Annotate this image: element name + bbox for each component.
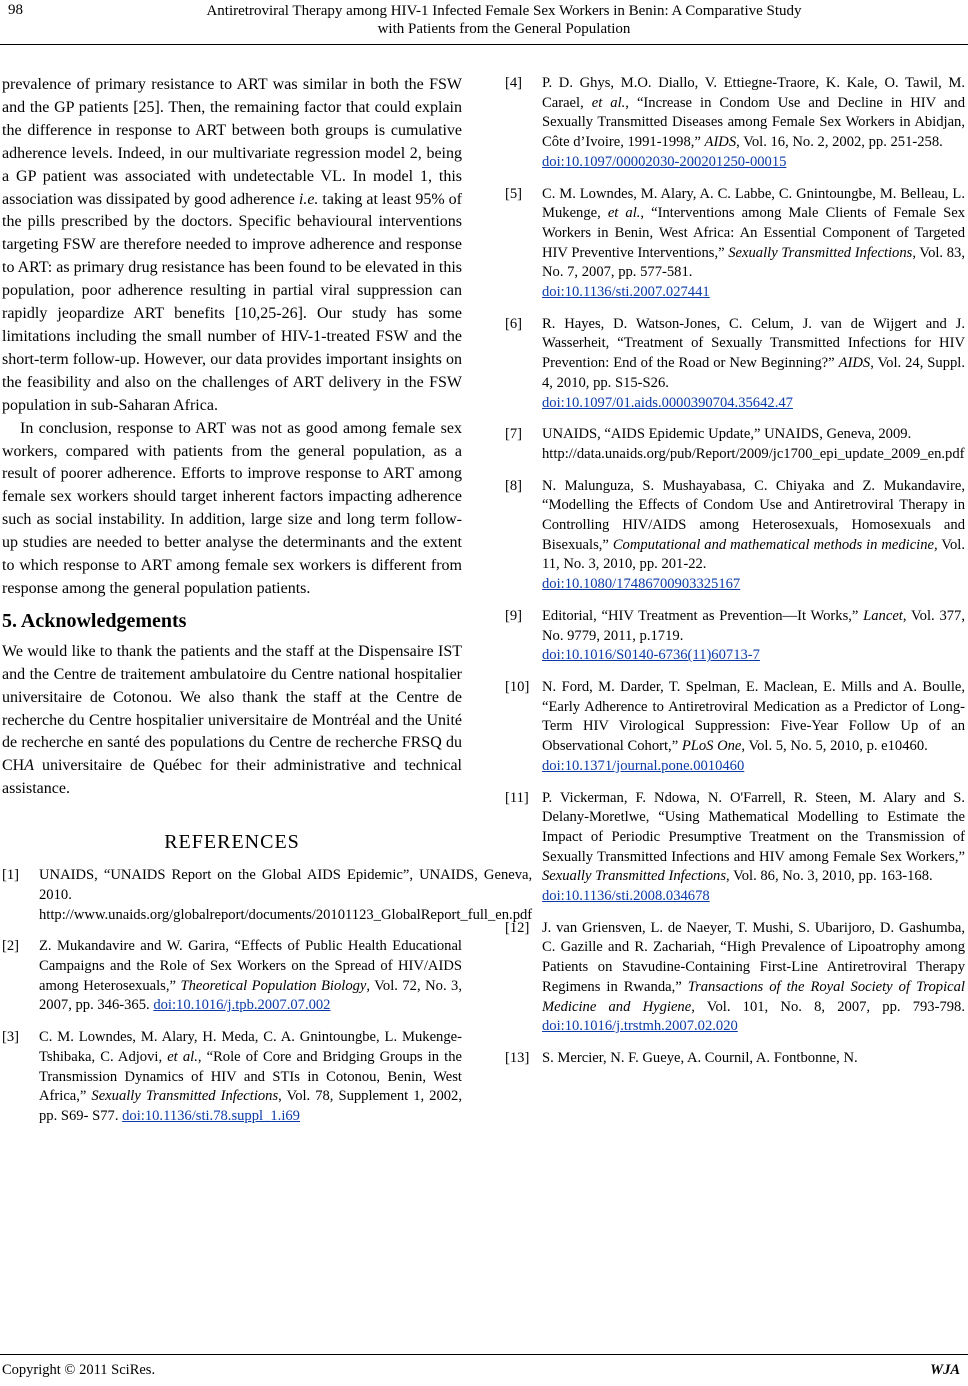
- page-number: 98: [8, 2, 23, 18]
- doi-link[interactable]: doi:10.1136/sti.2008.034678: [542, 888, 710, 905]
- reference-item: [11] P. Vickerman, F. Ndowa, N. O'Farrell, R. Steen, M. Alary and S. Delany-Moretlwe, “Using Mathematical Modelling to Estimate the Impact of Periodic Presumptive Treatment on the Transmission of Sexually Transmitted Infections and HIV among Female Sex Workers,” Sexually Transmitted Infections, Vol. 86, No. 3, 2010, pp. 163-168. doi:10.1136/sti.2008.034678: [505, 789, 965, 907]
- page-header: [0, 0, 968, 46]
- doi-link[interactable]: doi:10.1136/sti.78.suppl_1.i69: [122, 1107, 300, 1124]
- reference-item: [13] S. Mercier, N. F. Gueye, A. Cournil, A. Fontbonne, N.: [505, 1049, 858, 1066]
- acknowledgements-heading: 5. Acknowledgements: [2, 609, 187, 632]
- doi-link[interactable]: doi:10.1097/00002030-200201250-00015: [542, 153, 787, 170]
- reference-item: [1] UNAIDS, “UNAIDS Report on the Global AIDS Epidemic”, UNAIDS, Geneva, 2010. http://www.unaids.org/globalreport/documents/20101123_GlobalReport_full_en.pdf: [2, 866, 462, 925]
- doi-link[interactable]: doi:10.1016/j.trstmh.2007.02.020: [542, 1018, 738, 1035]
- reference-url: http://data.unaids.org/pub/Report/2009/jc1700_epi_update_2009_en.pdf: [542, 445, 965, 462]
- running-title-line2: with Patients from the General Population: [377, 21, 631, 37]
- doi-link[interactable]: doi:10.1080/17486700903325167: [542, 576, 741, 593]
- references-heading: REFERENCES: [164, 831, 300, 854]
- journal-abbreviation: WJA: [930, 1362, 960, 1378]
- page-footer: [0, 1352, 968, 1382]
- reference-item: [3] C. M. Lowndes, M. Alary, H. Meda, C. A. Gnintoungbe, L. Mukenge-Tshibaka, C. Adjovi, et al., “Role of Core and Bridging Groups in the Transmission Dynamics of HIV and STIs in Cotonou, Benin, West Africa,” Sexually Transmitted Infections, Vol. 78, Supplement 1, 2002, pp. S69- S77. doi:10.1136/sti.78.suppl_1.i69: [2, 1029, 462, 1124]
- running-title-line1: Antiretroviral Therapy among HIV-1 Infected Female Sex Workers in Benin: A Comparative Study: [206, 3, 802, 19]
- doi-link[interactable]: doi:10.1371/journal.pone.0010460: [542, 757, 745, 774]
- body-paragraph: prevalence of primary resistance to ART was similar in both the FSW and the GP patients [25]. Then, the remaining factor that could explain the difference in response to ART between both groups is cumulative adherence levels. Indeed, in our multivariate regression model 2, being a GP patient was associated with undetectable VL. In model 1, this association was dissipated by good adherence i.e. taking at least 95% of the pills prescribed by the doctors. Specific behavioural interventions targeting FSW are therefore needed to improve adherence and response to ART: as primary drug resistance has been found to be elevated in this population, poor adherence resulting in partial viral suppression can rapidly jeopardize ART benefits [10,25-26]. Our study has some limitations including the small number of HIV-1-treated FSW and the short-term follow-up. However, our data provides important insights on the feasibility and also on the challenges of ART delivery in the FSW population in sub-Saharan Africa.: [2, 76, 462, 414]
- reference-item: [5] C. M. Lowndes, M. Alary, A. C. Labbe, C. Gnintoungbe, M. Belleau, L. Mukenge, et al., “Interventions among Male Clients of Female Sex Workers in Benin, West Africa: An Essential Component of Targeted HIV Preventive Interventions,” Sexually Transmitted Infections, Vol. 83, No. 7, 2007, pp. 577-581. doi:10.1136/sti.2007.027441: [505, 185, 965, 303]
- conclusion-paragraph: In conclusion, response to ART was not as good among female sex workers, compared with patients from the general population, as a result of poorer adherence. Efforts to improve response to ART among female sex workers should target inherent factors impacting adherence such as social instability. In addition, large size and long term follow-up studies are needed to better analyse the determinants and the extent to which response to ART among female sex workers is different from response among the general population patients.: [2, 419, 462, 597]
- reference-item: [8] N. Malunguza, S. Mushayabasa, C. Chiyaka and Z. Mukandavire, “Modelling the Effects of Condom Use and Antiretroviral Therapy in Controlling HIV/AIDS among Heterosexuals, Homosexuals and Bisexuals,” Computational and mathematical methods in medicine, Vol. 11, No. 3, 2010, pp. 201-22. doi:10.1080/17486700903325167: [505, 477, 965, 595]
- reference-item: [2] Z. Mukandavire and W. Garira, “Effects of Public Health Educational Campaigns and the Role of Sex Workers on the Spread of HIV/AIDS among Heterosexuals,” Theoretical Population Biology, Vol. 72, No. 3, 2007, pp. 346-365. doi:10.1016/j.tpb.2007.07.002: [2, 938, 463, 1014]
- reference-item: [12] J. van Griensven, L. de Naeyer, T. Mushi, S. Ubarijoro, D. Gashumba, C. Gazille and R. Zachariah, “High Prevalence of Lipoatrophy among Patients on Stavudine-Containing First-Line Antiretroviral Therapy Regimens in Rwanda,” Transactions of the Royal Society of Tropical Medicine and Hygiene, Vol. 101, No. 8, 2007, pp. 793-798. doi:10.1016/j.trstmh.2007.02.020: [505, 919, 966, 1035]
- footer-rule: [0, 1354, 968, 1355]
- reference-item: [6] R. Hayes, D. Watson-Jones, C. Celum, J. van de Wijgert and J. Wasserheit, “Treatment of Sexually Transmitted Infections for HIV Prevention: End of the Road or New Beginning?” AIDS, Vol. 24, Suppl. 4, 2010, pp. S15-S26. doi:10.1097/01.aids.0000390704.35642.47: [505, 315, 965, 414]
- reference-url: http://www.unaids.org/globalreport/documents/20101123_GlobalReport_full_en.pdf: [39, 906, 533, 923]
- right-column: [505, 74, 965, 1081]
- acknowledgements-paragraph: We would like to thank the patients and the staff at the Dispensaire IST and the Centre de traitement ambulatoire du Centre national hospitalier universitaire de Cotonou. We also thank the staff at the Centre de recherche du Centre hospitalier universitaire de Montréal and the Unité de recherche en santé des populations du Centre de recherche FRSQ du CHA universitaire de Québec for their administrative and technical assistance.: [2, 642, 462, 798]
- copyright-notice: Copyright © 2011 SciRes.: [2, 1362, 156, 1378]
- doi-link[interactable]: doi:10.1097/01.aids.0000390704.35642.47: [542, 394, 793, 411]
- left-column: [2, 74, 533, 1139]
- reference-item: [4] P. D. Ghys, M.O. Diallo, V. Ettiegne-Traore, K. Kale, O. Tawil, M. Carael, et al., “Increase in Condom Use and Decline in HIV and Sexually Transmitted Diseases among Female Sex Workers in Abidjan, Côte d’Ivoire, 1991-1998,” AIDS, Vol. 16, No. 2, 2002, pp. 251-258. doi:10.1097/00002030-200201250-00015: [505, 74, 965, 173]
- doi-link[interactable]: doi:10.1016/S0140-6736(11)60713-7: [542, 647, 760, 664]
- doi-link[interactable]: doi:10.1136/sti.2007.027441: [542, 284, 710, 301]
- reference-item: [9] Editorial, “HIV Treatment as Prevention—It Works,” Lancet, Vol. 377, No. 9779, 2011, p.1719. doi:10.1016/S0140-6736(11)60713-7: [505, 607, 965, 666]
- reference-item: [7] UNAIDS, “AIDS Epidemic Update,” UNAIDS, Geneva, 2009. http://data.unaids.org/pub/Report/2009/jc1700_epi_update_2009_en.pdf: [505, 425, 965, 464]
- running-title: [40, 2, 968, 38]
- header-rule: [0, 44, 968, 45]
- reference-item: [10] N. Ford, M. Darder, T. Spelman, E. Maclean, E. Mills and A. Boulle, “Early Adherence to Antiretroviral Medication as a Predictor of Long-Term HIV Virological Suppression: Five-Year Follow Up of an Observational Cohort,” PLoS One, Vol. 5, No. 5, 2010, p. e10460. doi:10.1371/journal.pone.0010460: [505, 678, 965, 777]
- doi-link[interactable]: doi:10.1016/j.tpb.2007.07.002: [153, 997, 331, 1014]
